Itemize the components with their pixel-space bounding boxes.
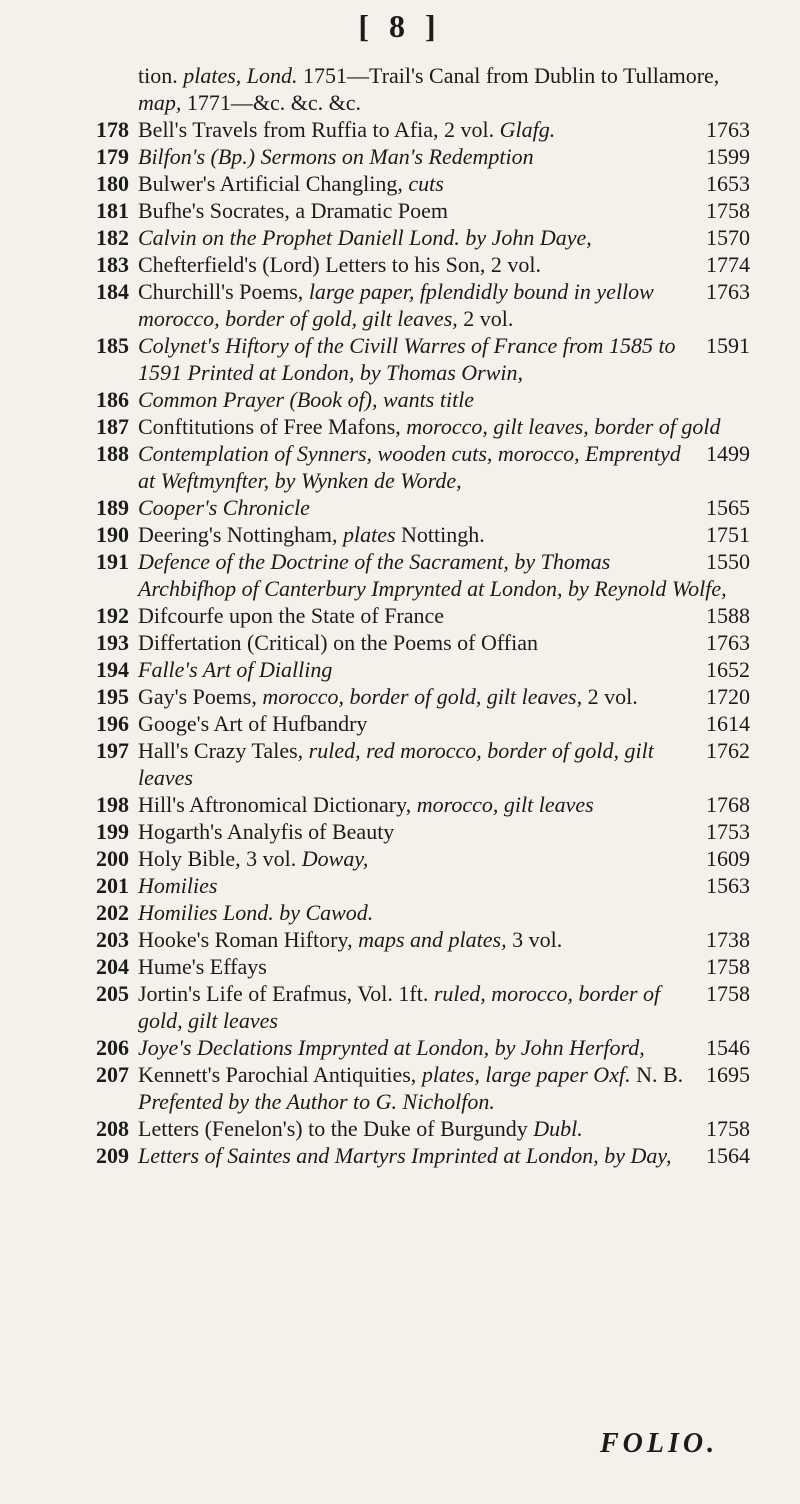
entry-title: Churchill's Poems, xyxy=(138,279,309,304)
catalogue-entry xyxy=(0,818,800,845)
entry-title-italic: Bilfon's (Bp.) Sermons on Man's Redemption xyxy=(138,144,534,169)
entry-description-italic: cuts xyxy=(408,171,444,196)
entry-number: 187 xyxy=(96,414,129,439)
entry-year: 1591 xyxy=(706,333,750,358)
catalogue-entry xyxy=(0,1115,800,1142)
entry-extra: 2 vol. xyxy=(587,684,638,709)
entry-number: 206 xyxy=(96,1035,129,1060)
catalogue-entry xyxy=(0,845,800,872)
entry-year: 1758 xyxy=(706,1116,750,1141)
entry-title-italic: Calvin on the Prophet Daniell Lond. by John Daye, xyxy=(138,225,592,250)
catalogue-entry xyxy=(0,710,800,737)
entry-title-italic: Contemplation of Synners, wooden cuts, morocco, Emprentyd at Weftmynfter, by Wynken de Worde, xyxy=(138,441,681,493)
entry-description-italic: morocco, border of gold, gilt leaves, xyxy=(262,684,588,709)
entry-year: 1614 xyxy=(706,711,750,736)
entry-number: 201 xyxy=(96,873,129,898)
catalogue-entry xyxy=(0,683,800,710)
entry-description-italic: plates xyxy=(342,522,402,547)
entry-year: 1751 xyxy=(706,522,750,547)
entry-description-italic: Lond. by Cawod. xyxy=(222,900,374,925)
entry-year: 1763 xyxy=(706,117,750,142)
entry-year: 1758 xyxy=(706,981,750,1006)
intro-continuation xyxy=(0,62,800,116)
entry-description-italic: Glafg. xyxy=(499,117,556,142)
entry-title: Deering's Nottingham, xyxy=(138,522,343,547)
entry-number: 191 xyxy=(96,549,129,574)
entry-year: 1758 xyxy=(706,198,750,223)
catalogue-entry xyxy=(0,791,800,818)
intro-text-3: 1771—&c. &c. &c. xyxy=(186,90,362,115)
catalogue-entry xyxy=(0,332,800,386)
entry-title: Conftitutions of Free Mafons, xyxy=(138,414,407,439)
entry-title: Hume's Effays xyxy=(138,954,267,979)
catalogue-entry xyxy=(0,440,800,494)
entry-year: 1609 xyxy=(706,846,750,871)
entry-extra: N. B. xyxy=(636,1062,684,1087)
entry-description-italic: large paper, fplendidly bound in yellow morocco, border of gold, gilt leaves, xyxy=(138,279,654,331)
entry-title-italic: Cooper's Chronicle xyxy=(138,495,310,520)
catalogue-entry xyxy=(0,143,800,170)
entry-year: 1738 xyxy=(706,927,750,952)
entry-title: Difcourfe upon the State of France xyxy=(138,603,445,628)
entry-year: 1762 xyxy=(706,738,750,763)
entry-title: Jortin's Life of Erafmus, Vol. 1ft. xyxy=(138,981,434,1006)
entry-year: 1758 xyxy=(706,954,750,979)
entry-number: 186 xyxy=(96,387,129,412)
catalogue-entry xyxy=(0,197,800,224)
entry-number: 204 xyxy=(96,954,129,979)
entry-title: Kennett's Parochial Antiquities, xyxy=(138,1062,422,1087)
entry-title-italic: Letters of Saintes and Martyrs Imprinted at London, by Day, xyxy=(138,1143,672,1168)
entry-extra: 3 vol. xyxy=(512,927,563,952)
entry-title: Letters (Fenelon's) to the Duke of Burgundy xyxy=(138,1116,534,1141)
entry-title: Chefterfield's (Lord) Letters to his Son, 2 vol. xyxy=(138,252,541,277)
intro-text: tion. xyxy=(138,63,178,88)
entry-title-italic: Homilies xyxy=(138,873,218,898)
entry-description-italic: ruled, morocco, border of gold, gilt leaves xyxy=(138,981,661,1033)
entry-year: 1653 xyxy=(706,171,750,196)
catalogue-entry xyxy=(0,737,800,791)
entry-number: 183 xyxy=(96,252,129,277)
entry-note-italic: Prefented by the Author to G. Nicholfon. xyxy=(138,1089,495,1114)
entry-number: 199 xyxy=(96,819,129,844)
entry-number: 195 xyxy=(96,684,129,709)
catalogue-entry xyxy=(0,224,800,251)
entry-number: 208 xyxy=(96,1116,129,1141)
entry-year: 1695 xyxy=(706,1062,750,1087)
catalogue-entry xyxy=(0,1142,800,1169)
entry-year: 1563 xyxy=(706,873,750,898)
entry-number: 207 xyxy=(96,1062,129,1087)
catalogue-entry xyxy=(0,413,800,440)
intro-italic-1: plates, Lond. xyxy=(183,63,298,88)
catalogue-entry xyxy=(0,278,800,332)
entry-number: 198 xyxy=(96,792,129,817)
entry-number: 184 xyxy=(96,279,129,304)
catalogue-entry xyxy=(0,116,800,143)
entry-title-italic: Homilies xyxy=(138,900,223,925)
intro-italic-2: map, xyxy=(138,90,182,115)
catalogue-entry xyxy=(0,629,800,656)
entry-number: 178 xyxy=(96,117,129,142)
entry-year: 1550 xyxy=(706,549,750,574)
entry-number: 193 xyxy=(96,630,129,655)
entry-extra: Nottingh. xyxy=(401,522,485,547)
entry-year: 1768 xyxy=(706,792,750,817)
entry-title-italic: Falle's Art of Dialling xyxy=(138,657,333,682)
entry-title: Hooke's Roman Hiftory, xyxy=(138,927,359,952)
entry-number: 203 xyxy=(96,927,129,952)
entry-number: 181 xyxy=(96,198,129,223)
entry-title: Bufhe's Socrates, a Dramatic Poem xyxy=(138,198,449,223)
catalogue-entry xyxy=(0,899,800,926)
entry-number: 194 xyxy=(96,657,129,682)
entry-number: 200 xyxy=(96,846,129,871)
entry-title: Gay's Poems, xyxy=(138,684,263,709)
entry-year: 1763 xyxy=(706,279,750,304)
entry-year: 1652 xyxy=(706,657,750,682)
entry-title: Bulwer's Artificial Changling, xyxy=(138,171,409,196)
entry-year: 1564 xyxy=(706,1143,750,1168)
entry-number: 180 xyxy=(96,171,129,196)
entry-number: 188 xyxy=(96,441,129,466)
entry-list xyxy=(0,62,800,1169)
entry-description-italic: morocco, gilt leaves xyxy=(416,792,594,817)
entry-description-italic: Doway, xyxy=(301,846,369,871)
entry-number: 189 xyxy=(96,495,129,520)
entry-number: 197 xyxy=(96,738,129,763)
entry-year: 1599 xyxy=(706,144,750,169)
catalogue-entry xyxy=(0,872,800,899)
entry-number: 202 xyxy=(96,900,129,925)
entry-number: 185 xyxy=(96,333,129,358)
entry-number: 205 xyxy=(96,981,129,1006)
catalogue-entry xyxy=(0,1034,800,1061)
entry-description-italic: Dubl. xyxy=(533,1116,583,1141)
catalogue-entry xyxy=(0,170,800,197)
entry-title-italic: Common Prayer (Book of), wants title xyxy=(138,387,475,412)
entry-number: 209 xyxy=(96,1143,129,1168)
catalogue-entry xyxy=(0,602,800,629)
entry-year: 1570 xyxy=(706,225,750,250)
catalogue-entry xyxy=(0,1061,800,1115)
page-header: [ 8 ] xyxy=(358,8,442,44)
entry-title: Hall's Crazy Tales, xyxy=(138,738,309,763)
catalogue-entry xyxy=(0,386,800,413)
entry-description-italic: ruled, red morocco, border of gold, gilt leaves xyxy=(138,738,654,790)
entry-extra: 2 vol. xyxy=(463,306,514,331)
entry-description-italic: morocco, gilt leaves, border of gold xyxy=(406,414,721,439)
catalogue-entry xyxy=(0,251,800,278)
entry-number: 179 xyxy=(96,144,129,169)
entry-title: Holy Bible, 3 vol. xyxy=(138,846,302,871)
catalogue-entry xyxy=(0,494,800,521)
entry-year: 1763 xyxy=(706,630,750,655)
catalogue-entry xyxy=(0,926,800,953)
entry-year: 1565 xyxy=(706,495,750,520)
catalogue-entry xyxy=(0,548,800,602)
entry-year: 1499 xyxy=(706,441,750,466)
entry-year: 1546 xyxy=(706,1035,750,1060)
entry-title: Hogarth's Analyfis of Beauty xyxy=(138,819,395,844)
entry-number: 196 xyxy=(96,711,129,736)
entry-number: 182 xyxy=(96,225,129,250)
entry-title-italic: Joye's Declations Imprynted at London, by John Herford, xyxy=(138,1035,645,1060)
entry-title: Bell's Travels from Ruffia to Afia, 2 vol. xyxy=(138,117,500,142)
catalogue-entry xyxy=(0,980,800,1034)
intro-text-2: 1751—Trail's Canal from Dublin to Tullamore, xyxy=(303,63,720,88)
entry-number: 192 xyxy=(96,603,129,628)
entry-number: 190 xyxy=(96,522,129,547)
entry-title-italic: Colynet's Hiftory of the Civill Warres of France from 1585 to 1591 Printed at London, by Thomas Orwin, xyxy=(138,333,676,385)
entry-title: Googe's Art of Hufbandry xyxy=(138,711,368,736)
catalogue-entry xyxy=(0,521,800,548)
catalogue-entry xyxy=(0,953,800,980)
catchword: FOLIO. xyxy=(600,1428,719,1459)
entry-title: Hill's Aftronomical Dictionary, xyxy=(138,792,417,817)
entry-title-italic: Defence of the Doctrine of the Sacrament, by Thomas Archbifhop of Canterbury Imprynted at London, by Reynold Wolfe, xyxy=(138,549,727,601)
entry-year: 1774 xyxy=(706,252,750,277)
entry-year: 1753 xyxy=(706,819,750,844)
entry-year: 1720 xyxy=(706,684,750,709)
entry-title: Differtation (Critical) on the Poems of Offian xyxy=(138,630,538,655)
catalogue-entry xyxy=(0,656,800,683)
entry-description-italic: plates, large paper Oxf. xyxy=(421,1062,637,1087)
entry-year: 1588 xyxy=(706,603,750,628)
entry-description-italic: maps and plates, xyxy=(358,927,513,952)
